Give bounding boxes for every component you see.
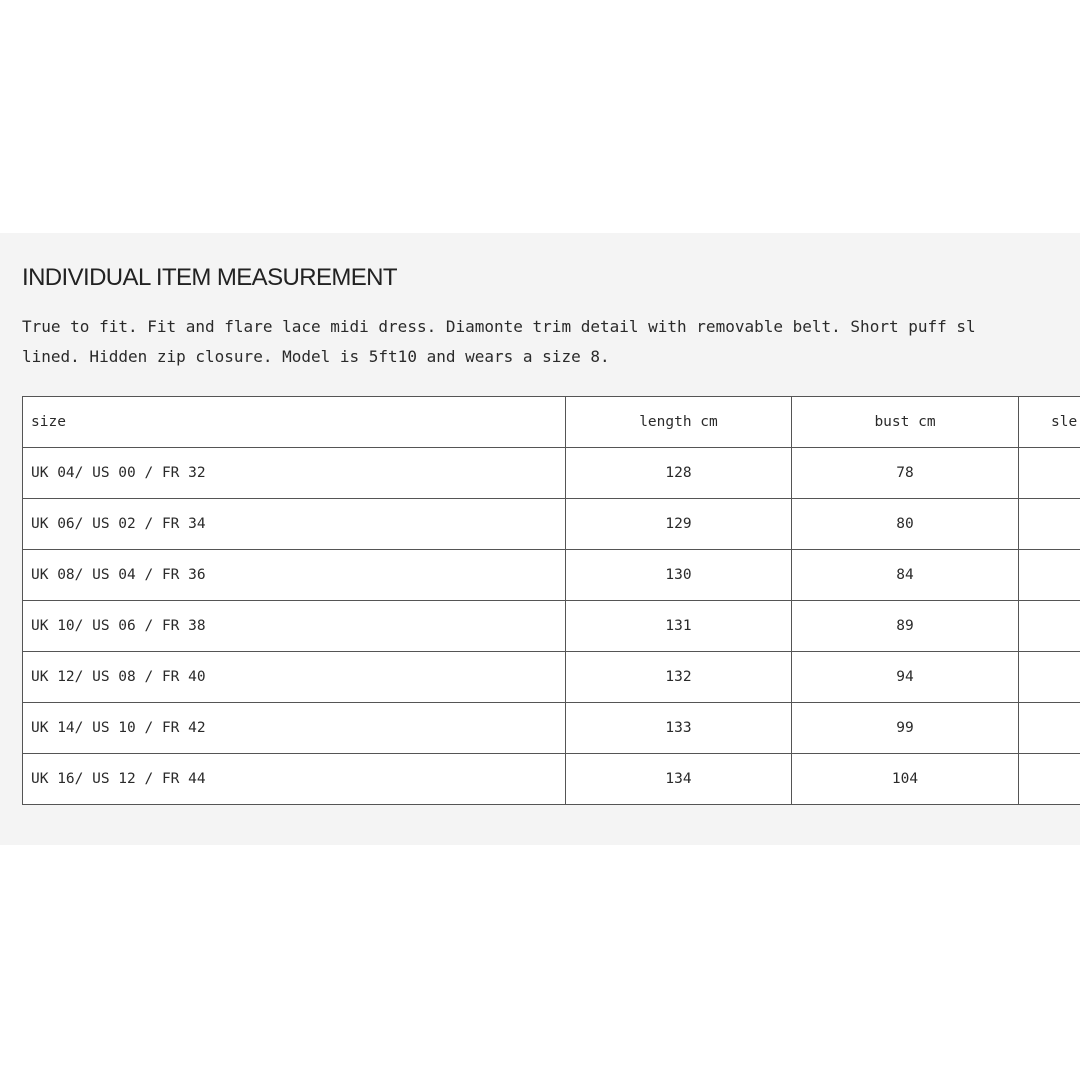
cell-bust: 104 xyxy=(792,754,1019,805)
cell-sleeve xyxy=(1019,601,1080,652)
cell-size: UK 16/ US 12 / FR 44 xyxy=(23,754,566,805)
cell-size: UK 12/ US 08 / FR 40 xyxy=(23,652,566,703)
cell-length: 128 xyxy=(566,448,792,499)
size-chart-table xyxy=(22,396,1080,805)
table-row xyxy=(23,703,1080,754)
cell-size: UK 10/ US 06 / FR 38 xyxy=(23,601,566,652)
product-description xyxy=(22,312,1080,372)
cell-bust: 84 xyxy=(792,550,1019,601)
table-row xyxy=(23,550,1080,601)
cell-sleeve xyxy=(1019,703,1080,754)
cell-sleeve xyxy=(1019,499,1080,550)
cell-sleeve xyxy=(1019,448,1080,499)
cell-length: 132 xyxy=(566,652,792,703)
header-bust: bust cm xyxy=(792,397,1019,448)
cell-bust: 89 xyxy=(792,601,1019,652)
cell-bust: 78 xyxy=(792,448,1019,499)
table-row xyxy=(23,601,1080,652)
cell-size: UK 06/ US 02 / FR 34 xyxy=(23,499,566,550)
cell-bust: 94 xyxy=(792,652,1019,703)
cell-size: UK 04/ US 00 / FR 32 xyxy=(23,448,566,499)
description-line-1: True to fit. Fit and flare lace midi dress. Diamonte trim detail with removable belt. Short puff sl xyxy=(22,317,976,336)
size-table-wrapper xyxy=(22,396,1080,805)
cell-size: UK 08/ US 04 / FR 36 xyxy=(23,550,566,601)
cell-sleeve xyxy=(1019,652,1080,703)
table-row xyxy=(23,448,1080,499)
cell-length: 133 xyxy=(566,703,792,754)
table-row xyxy=(23,652,1080,703)
table-header-row xyxy=(23,397,1080,448)
cell-bust: 99 xyxy=(792,703,1019,754)
cell-sleeve xyxy=(1019,754,1080,805)
cell-length: 134 xyxy=(566,754,792,805)
header-sleeve: sle xyxy=(1019,397,1080,448)
cell-bust: 80 xyxy=(792,499,1019,550)
table-row xyxy=(23,499,1080,550)
cell-sleeve xyxy=(1019,550,1080,601)
cell-length: 129 xyxy=(566,499,792,550)
description-line-2: lined. Hidden zip closure. Model is 5ft10 and wears a size 8. xyxy=(22,347,610,366)
header-size: size xyxy=(23,397,566,448)
cell-size: UK 14/ US 10 / FR 42 xyxy=(23,703,566,754)
cell-length: 131 xyxy=(566,601,792,652)
table-row xyxy=(23,754,1080,805)
cell-length: 130 xyxy=(566,550,792,601)
header-length: length cm xyxy=(566,397,792,448)
section-title: INDIVIDUAL ITEM MEASUREMENT xyxy=(22,264,397,291)
